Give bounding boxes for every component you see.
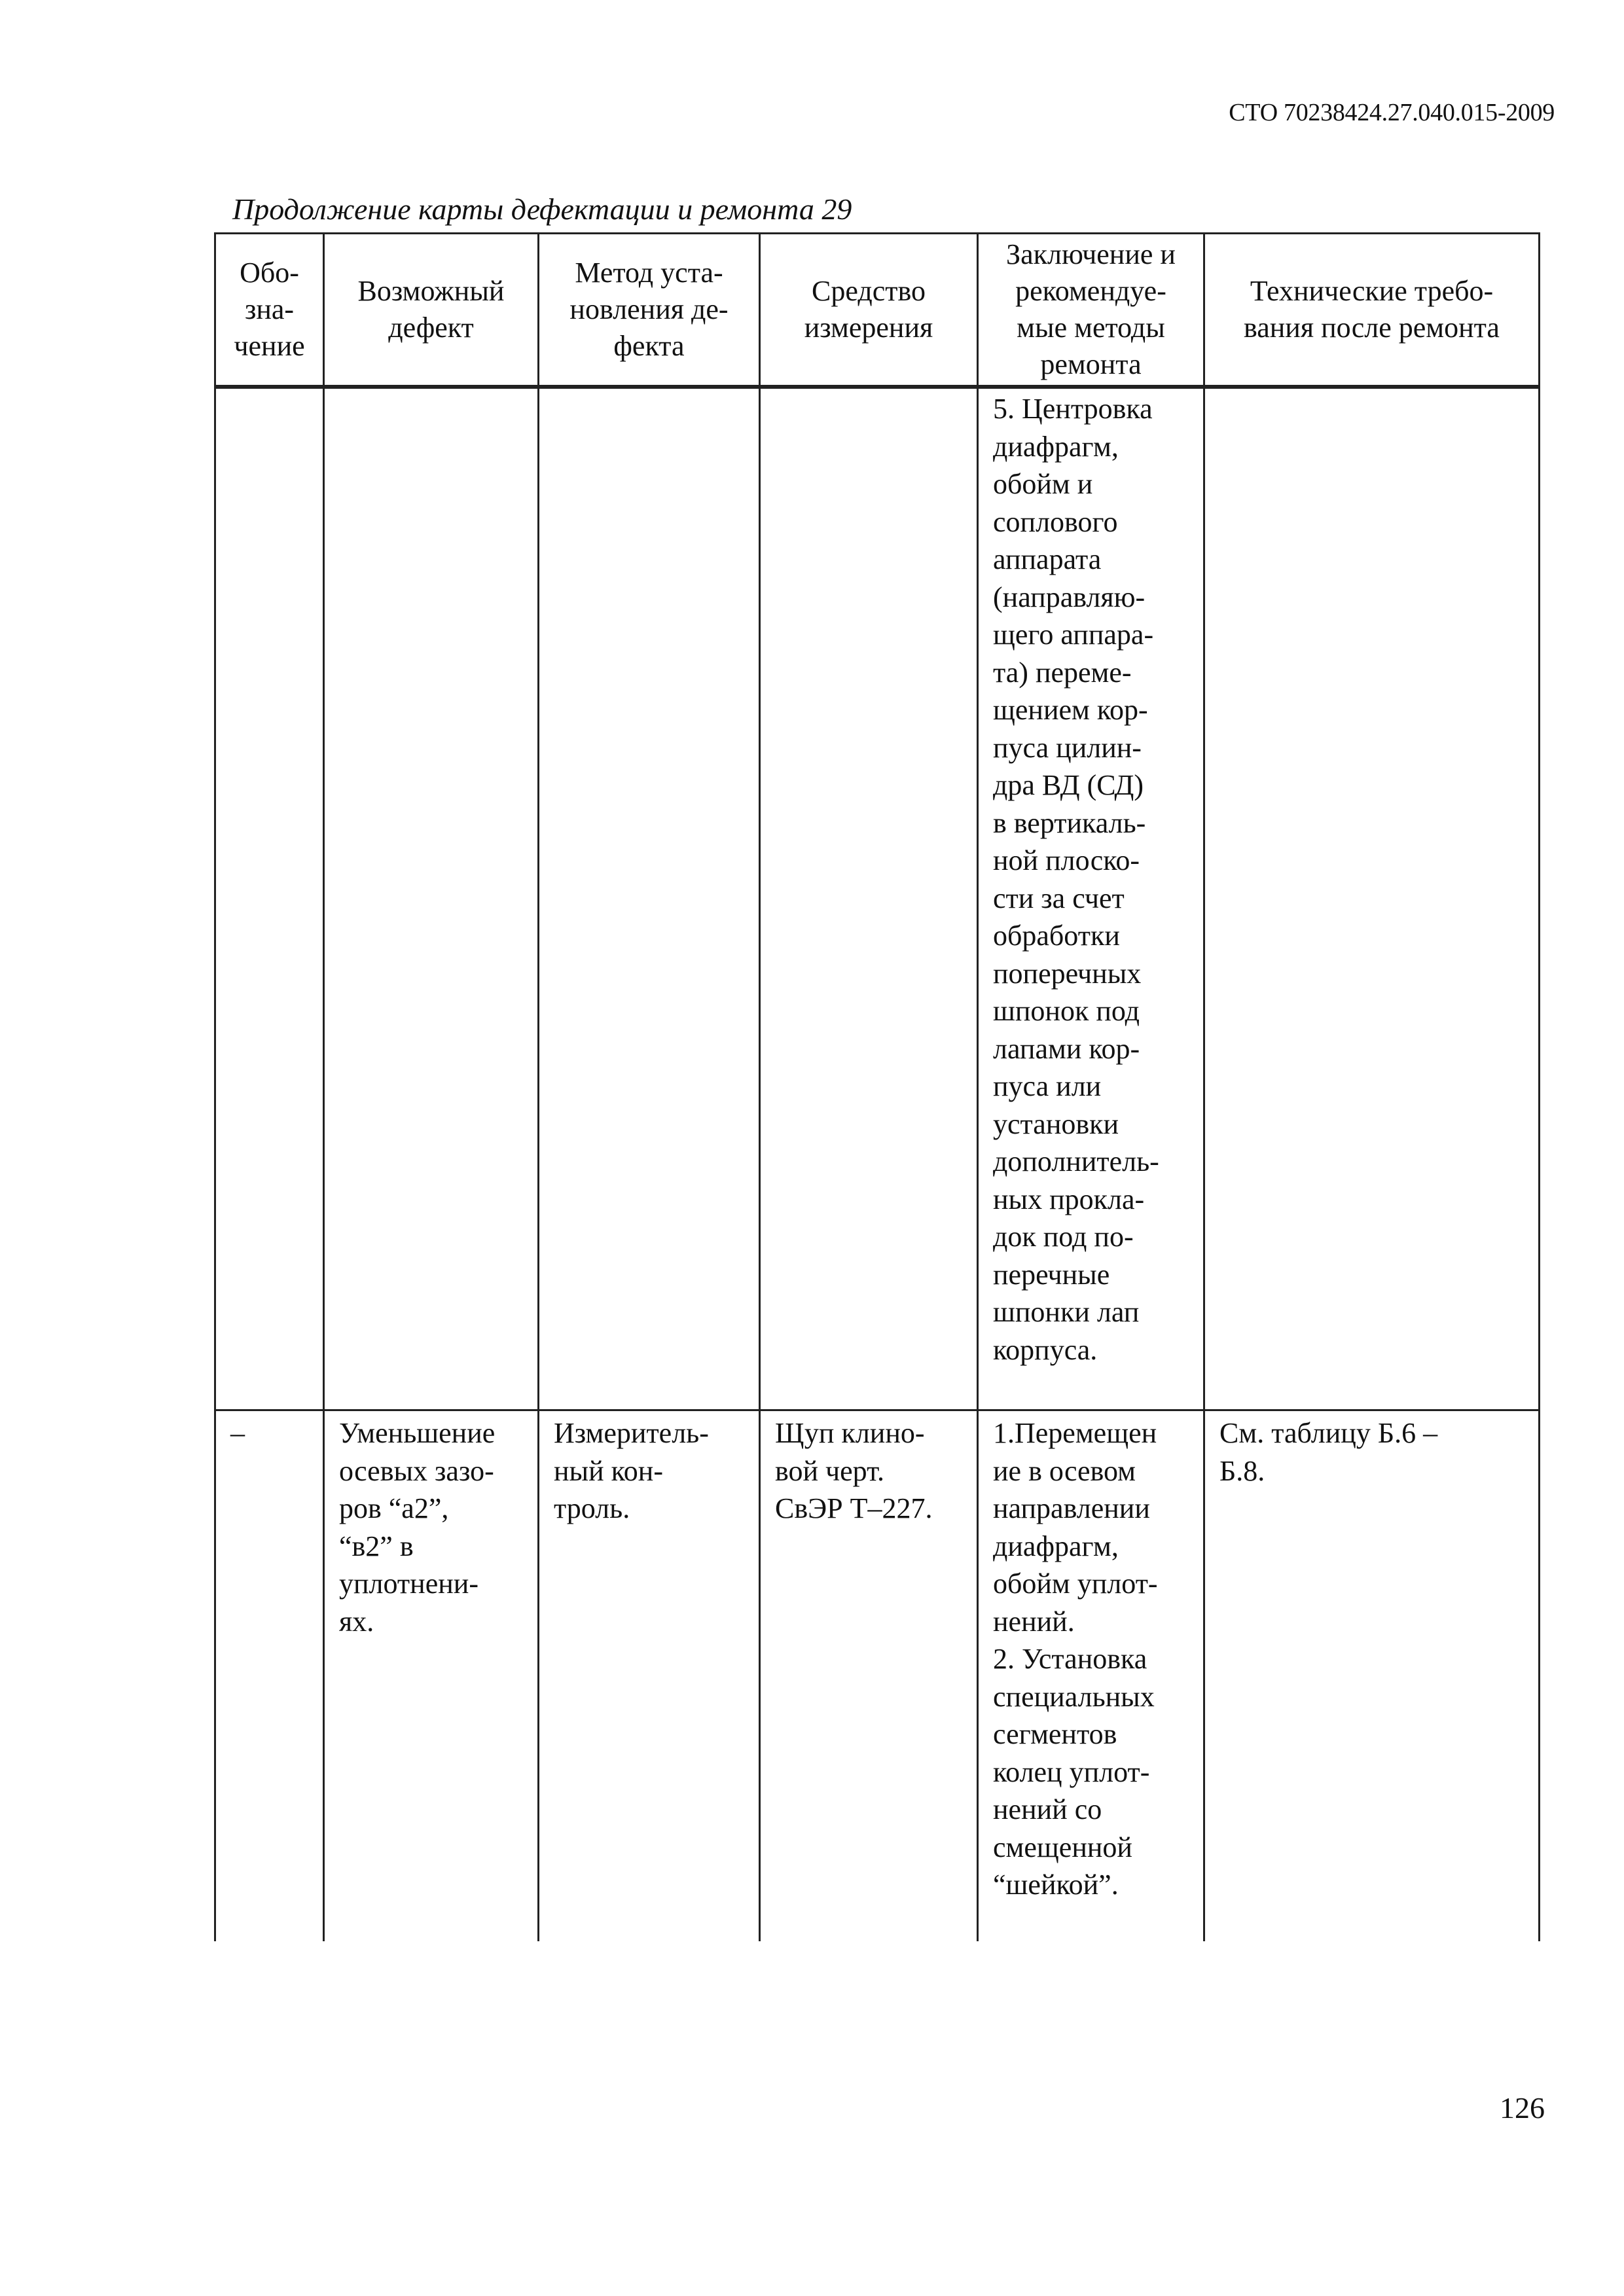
page-number: 126 <box>1500 2091 1545 2125</box>
cell-defect: Уменьшение осевых зазо- ров “а2”, “в2” в уплотнени- ях. <box>324 1410 539 1942</box>
table-row <box>215 1410 1540 1942</box>
column-header-requirements: Технические требо- вания после ремонта <box>1204 234 1540 387</box>
cell-requirements: См. таблицу Б.6 – Б.8. <box>1204 1410 1540 1942</box>
table-caption: Продолжение карты дефектации и ремонта 29 <box>232 192 852 226</box>
cell-instrument <box>760 387 978 1410</box>
cell-designation: – <box>215 1410 324 1942</box>
column-header-instrument: Средство измерения <box>760 234 978 387</box>
cell-requirements <box>1204 387 1540 1410</box>
cell-defect <box>324 387 539 1410</box>
column-header-defect: Возможный дефект <box>324 234 539 387</box>
column-header-designation: Обо- зна- чение <box>215 234 324 387</box>
table-header-row <box>215 234 1540 387</box>
column-header-method: Метод уста- новления де- фекта <box>539 234 760 387</box>
cell-method: Измеритель- ный кон- троль. <box>539 1410 760 1942</box>
document-code: СТО 70238424.27.040.015-2009 <box>1229 99 1555 126</box>
defect-repair-table <box>214 232 1540 1941</box>
cell-instrument: Щуп клино- вой черт. СвЭР Т–227. <box>760 1410 978 1942</box>
table-row <box>215 387 1540 1410</box>
cell-method <box>539 387 760 1410</box>
column-header-conclusion: Заключение и рекомендуе- мые методы ремонта <box>978 234 1204 387</box>
cell-designation <box>215 387 324 1410</box>
cell-conclusion: 5. Центровка диафрагм, обойм и соплового аппарата (направляю- щего аппара- та) переме- щением кор- пуса цилин- дра ВД (СД) в вертикаль- ной плоско- сти за счет обработки поперечных шпонок под лапами кор- пуса или установки дополнитель- ных прокла- док под по- перечные шпонки лап корпуса. <box>978 387 1204 1410</box>
cell-conclusion: 1.Перемещен ие в осевом направлении диафрагм, обойм уплот- нений. 2. Установка специальных сегментов колец уплот- нений со смещенной “шейкой”. <box>978 1410 1204 1942</box>
